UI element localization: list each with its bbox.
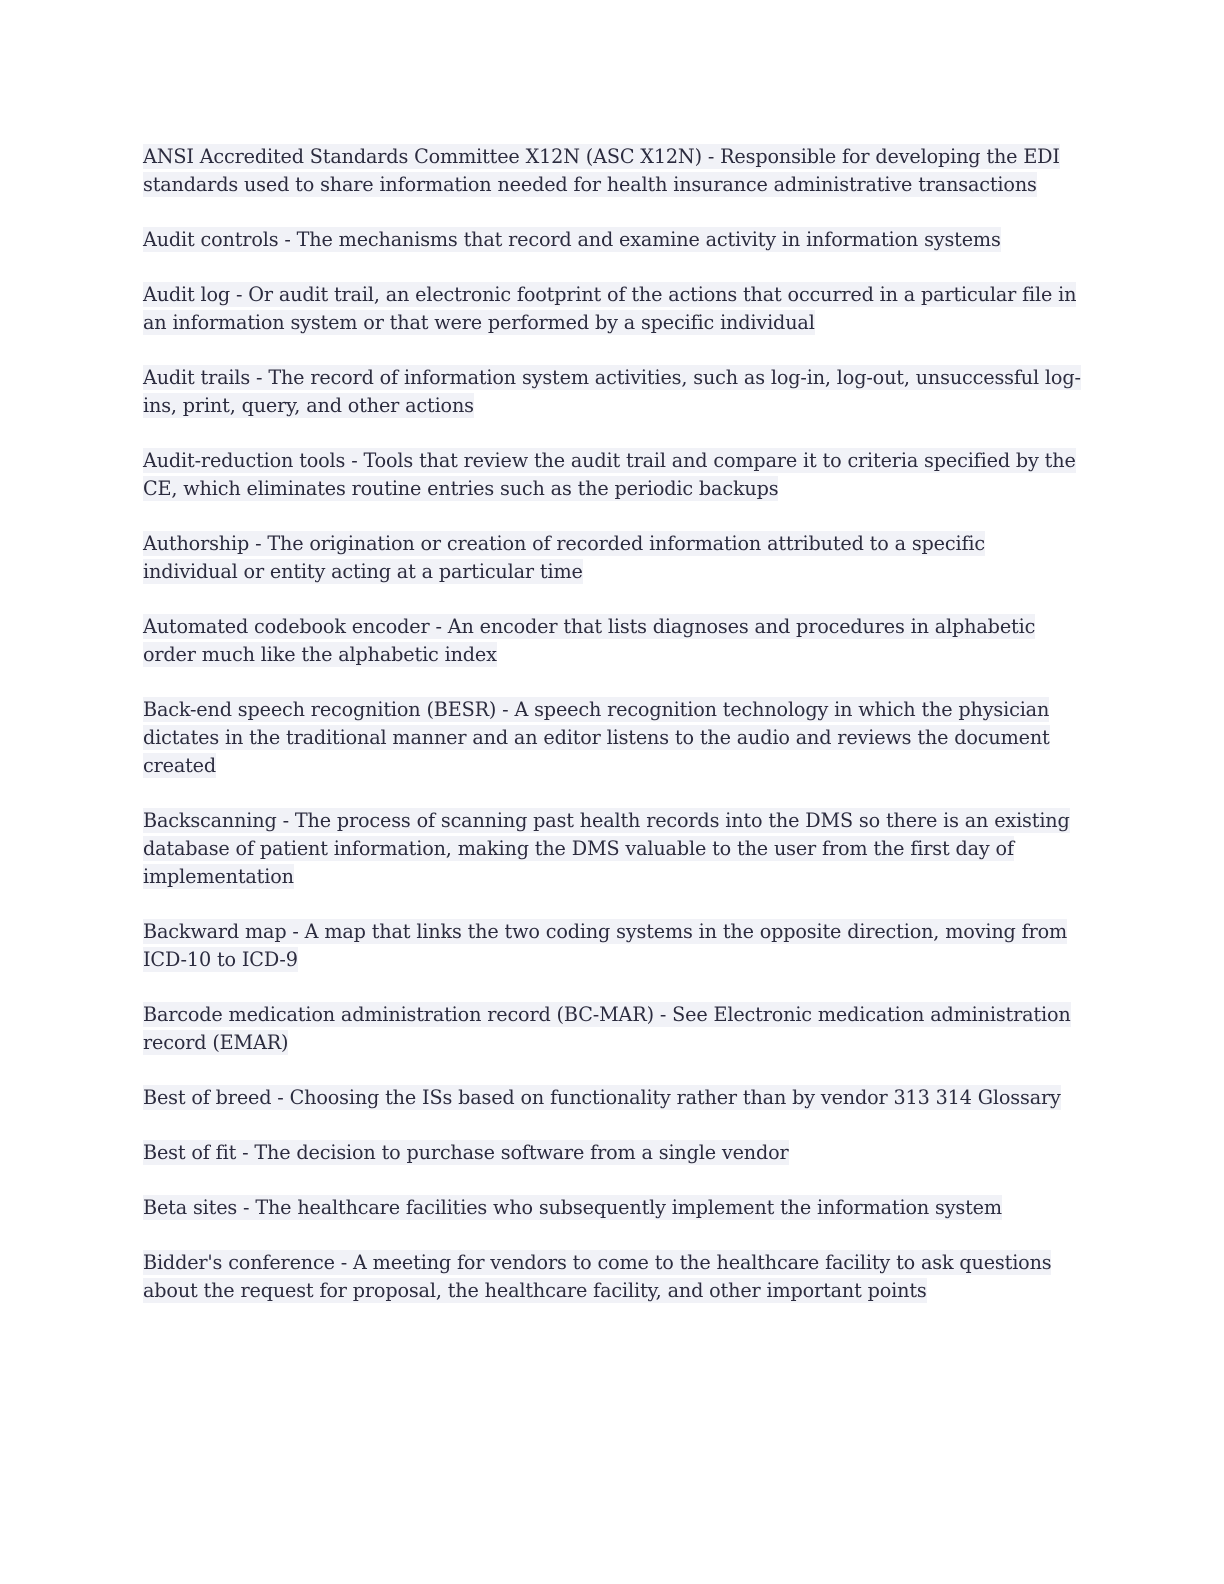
glossary-entry [143,364,1083,420]
glossary-entry-text: Best of breed - Choosing the ISs based on functionality rather than by vendor 313 314 Glossary [143,1086,1061,1109]
glossary-entry [143,696,1083,780]
glossary-entry-text: Audit log - Or audit trail, an electronic footprint of the actions that occurred in a particular file in an information system or that were performed by a specific individual [143,283,1077,334]
glossary-entry-text: ANSI Accredited Standards Committee X12N (ASC X12N) - Responsible for developing the EDI standards used to share information needed for health insurance administrative transactions [143,145,1060,196]
glossary-entry-text: Backward map - A map that links the two coding systems in the opposite direction, moving from ICD-10 to ICD-9 [143,920,1068,971]
glossary-entry [143,807,1083,891]
glossary-entry-text: Bidder's conference - A meeting for vendors to come to the healthcare facility to ask questions about the request for proposal, the healthcare facility, and other important points [143,1251,1052,1302]
glossary-entry [143,613,1083,669]
glossary-entry-text: Best of fit - The decision to purchase software from a single vendor [143,1141,789,1164]
glossary-entry-text: Automated codebook encoder - An encoder that lists diagnoses and procedures in alphabetic order much like the alphabetic index [143,615,1036,666]
glossary-entry-text: Beta sites - The healthcare facilities who subsequently implement the information system [143,1196,1002,1219]
glossary-entry [143,530,1083,586]
glossary-entry [143,1139,1083,1167]
glossary-entry [143,226,1083,254]
glossary-entry [143,918,1083,974]
glossary-entry-text: Audit trails - The record of information system activities, such as log-in, log-out, unsuccessful log-ins, print, query, and other actions [143,366,1081,417]
glossary-entry-text: Audit-reduction tools - Tools that review the audit trail and compare it to criteria specified by the CE, which eliminates routine entries such as the periodic backups [143,449,1076,500]
glossary-entry [143,1001,1083,1057]
glossary-entry-text: Backscanning - The process of scanning past health records into the DMS so there is an existing database of patient information, making the DMS valuable to the user from the first day of implementation [143,809,1070,888]
glossary-entry-list [143,143,1083,1332]
glossary-entry-text: Audit controls - The mechanisms that record and examine activity in information systems [143,228,1001,251]
glossary-entry-text: Back-end speech recognition (BESR) - A speech recognition technology in which the physician dictates in the traditional manner and an editor listens to the audio and reviews the document created [143,698,1050,777]
glossary-entry [143,281,1083,337]
glossary-entry-text: Authorship - The origination or creation of recorded information attributed to a specific individual or entity acting at a particular time [143,532,985,583]
glossary-entry [143,1084,1083,1112]
glossary-entry [143,447,1083,503]
glossary-entry [143,143,1083,199]
glossary-entry-text: Barcode medication administration record (BC-MAR) - See Electronic medication administration record (EMAR) [143,1003,1071,1054]
glossary-entry [143,1194,1083,1222]
glossary-entry [143,1249,1083,1305]
